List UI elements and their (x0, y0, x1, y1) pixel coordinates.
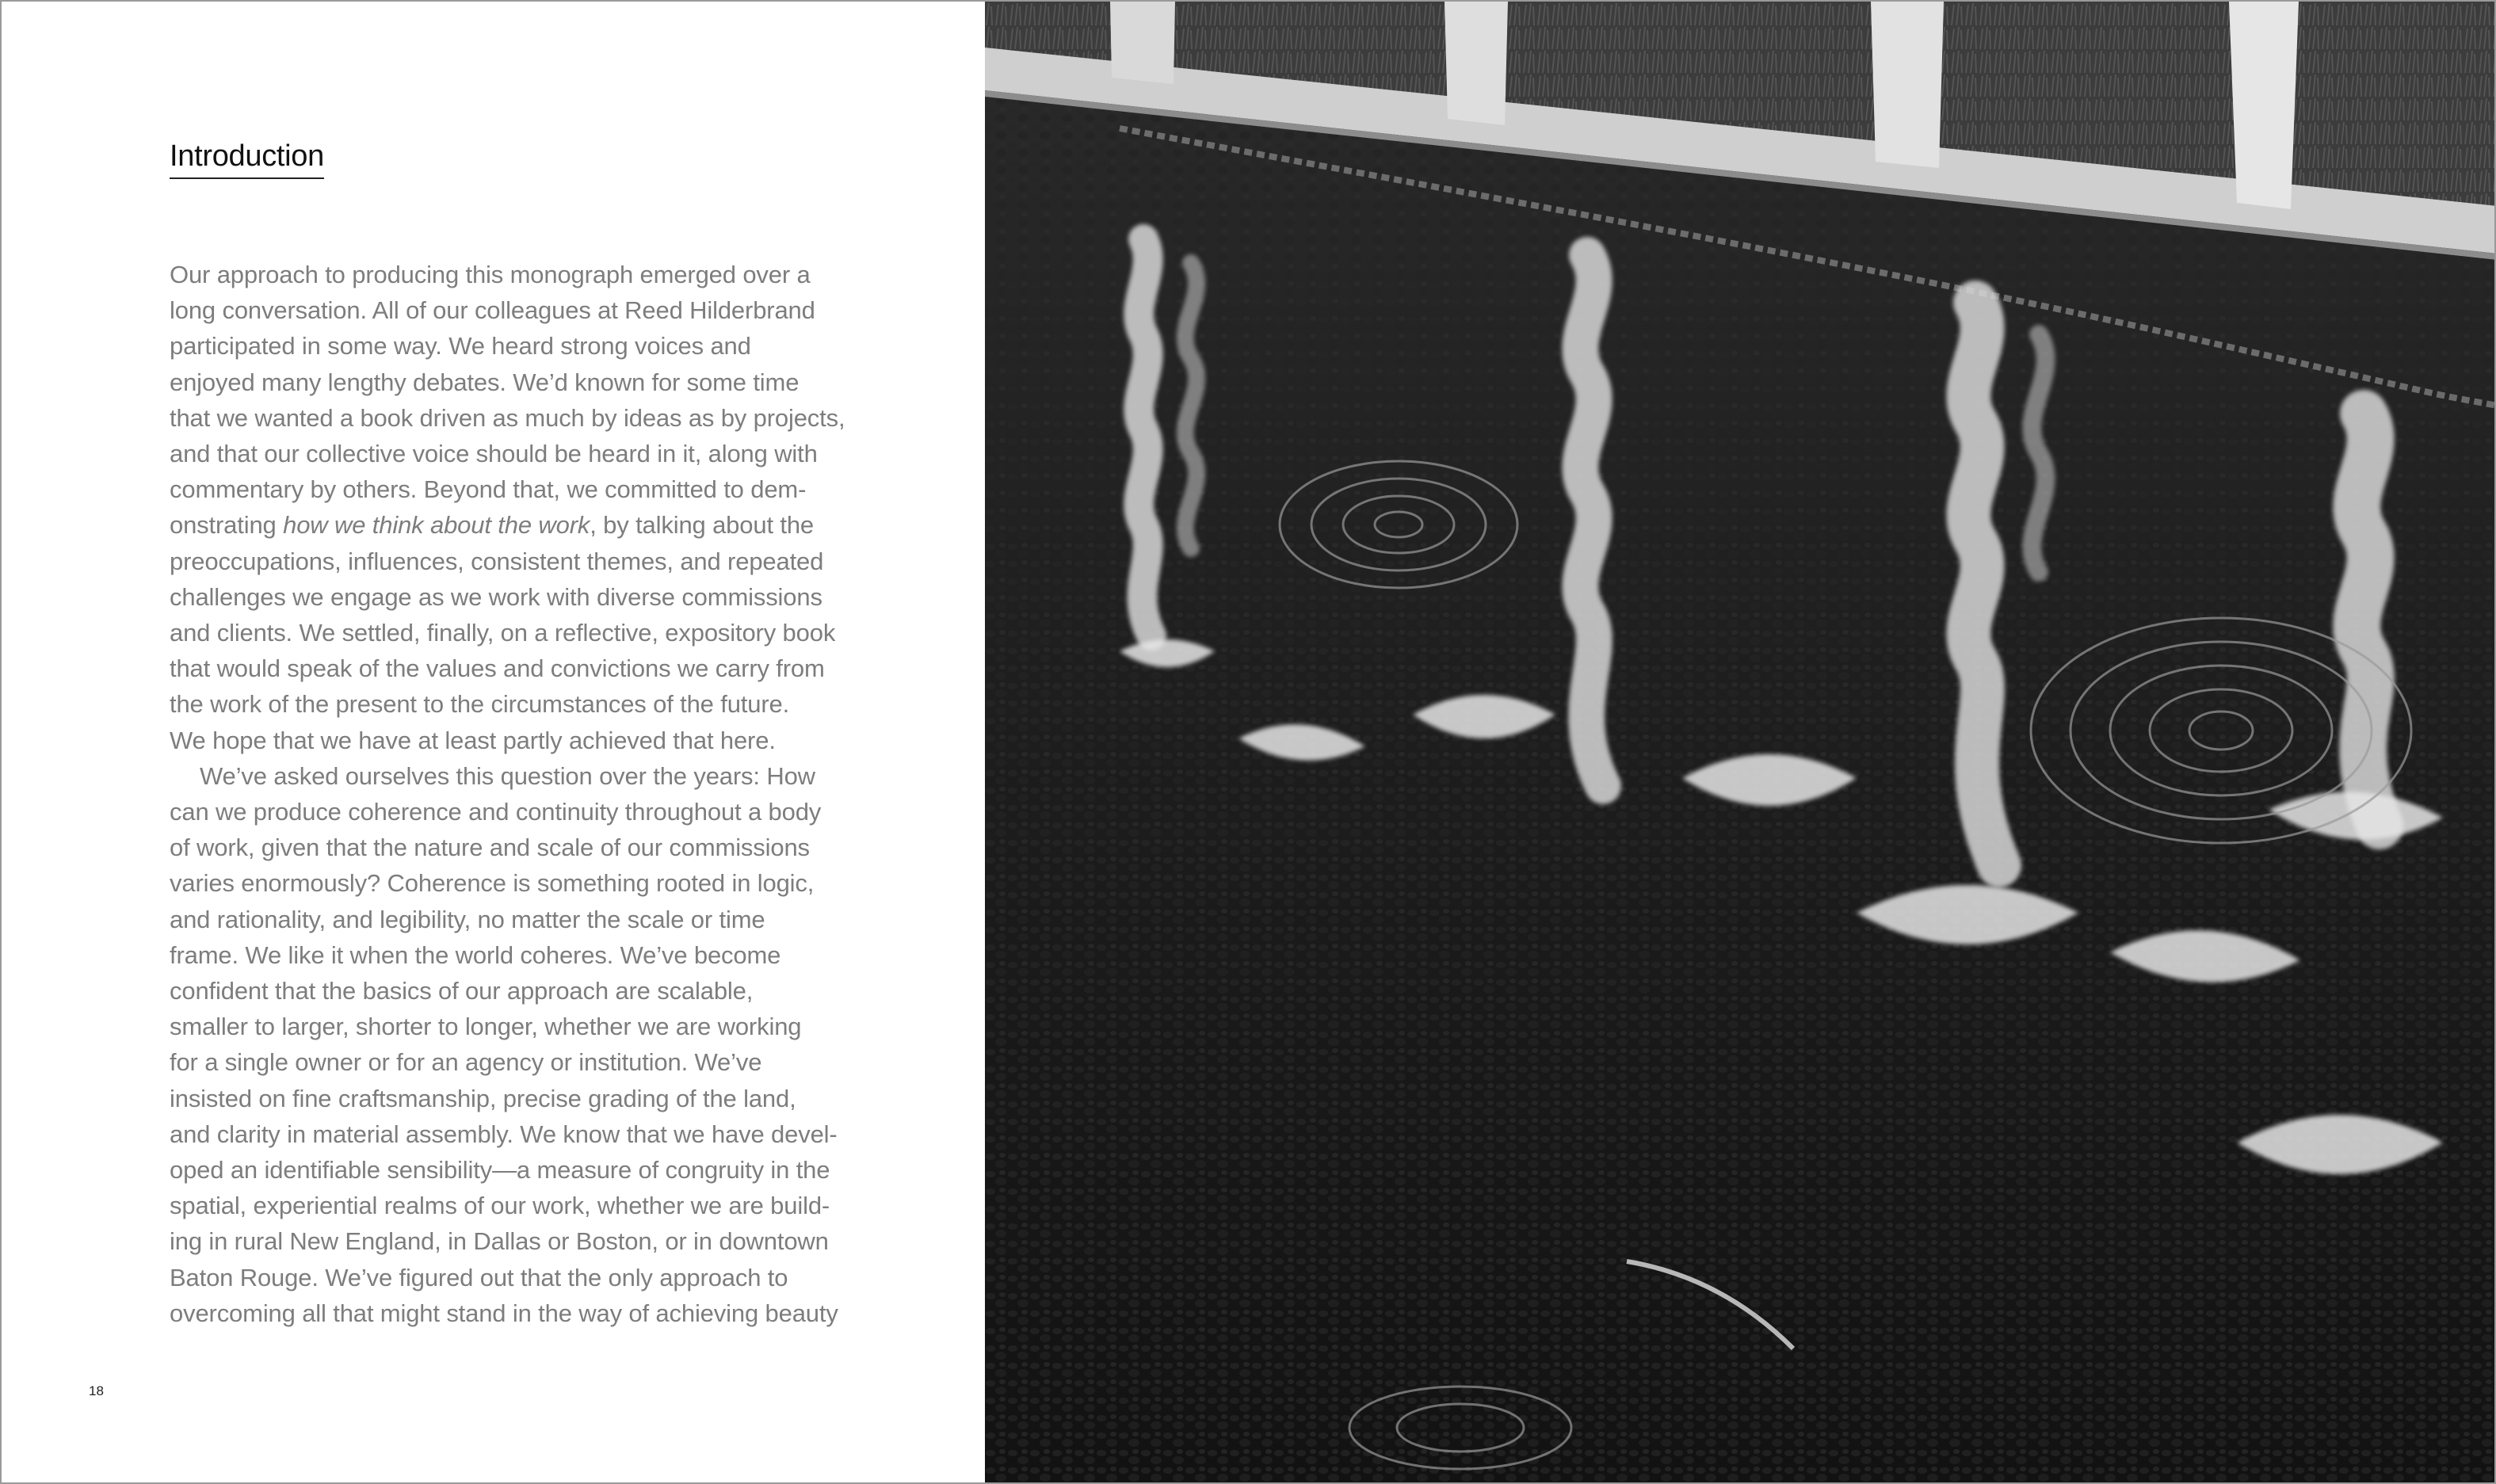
emphasis-text: how we think about the work (283, 511, 590, 540)
text-line: enjoyed many lengthy debates. We’d known for some time (170, 368, 800, 396)
text-line: insisted on fine craftsmanship, precise grading of the land, (170, 1084, 796, 1112)
text-line: We hope that we have at least partly achieved that here. (170, 726, 776, 754)
text-line: for a single owner or for an agency or institution. We’ve (170, 1048, 762, 1077)
photo-illustration (985, 2, 2496, 1484)
text-line: varies enormously? Coherence is something rooted in logic, (170, 869, 815, 898)
section-heading: Introduction (170, 139, 324, 179)
text-line: Our approach to producing this monograph emerged over a (170, 261, 811, 288)
text-line: frame. We like it when the world coheres. We’ve become (170, 940, 781, 969)
text-line: preoccupations, influences, consistent themes, and repeated (170, 547, 824, 575)
water-reflection-photo (985, 2, 2496, 1484)
text-line: and clients. We settled, finally, on a reflective, expository book (170, 619, 836, 647)
text-line: overcoming all that might stand in the way of achieving beauty (170, 1299, 838, 1327)
text-line: and clarity in material assembly. We know that we have devel- (170, 1120, 838, 1148)
body-text (170, 257, 867, 1331)
text-line: smaller to larger, shorter to longer, whether we are working (170, 1013, 802, 1041)
text-line: and that our collective voice should be heard in it, along with (170, 440, 818, 468)
text-run: , by talking about the (590, 511, 815, 540)
text-line: Baton Rouge. We’ve figured out that the only approach to (170, 1263, 788, 1291)
text-line: commentary by others. Beyond that, we committed to dem- (170, 475, 807, 504)
text-line (170, 507, 867, 543)
text-line: that we wanted a book driven as much by ideas as by projects, (170, 403, 845, 432)
text-line: spatial, experiential realms of our work, whether we are build- (170, 1192, 830, 1220)
text-line: We’ve asked ourselves this question over the years: How (200, 761, 815, 790)
page-number: 18 (89, 1383, 104, 1398)
text-line: of work, given that the nature and scale of our commissions (170, 834, 810, 862)
text-line: participated in some way. We heard strong voices and (170, 332, 751, 361)
text-line: ing in rural New England, in Dallas or Boston, or in downtown (170, 1227, 829, 1256)
left-page (2, 2, 985, 1484)
text-line: confident that the basics of our approach are scalable, (170, 977, 754, 1005)
text-line: the work of the present to the circumstances of the future. (170, 690, 790, 719)
text-line: can we produce coherence and continuity throughout a body (170, 798, 822, 826)
text-run: onstrating (170, 511, 284, 540)
text-line: that would speak of the values and convictions we carry from (170, 654, 825, 683)
text-line: long conversation. All of our colleagues at Reed Hilderbrand (170, 296, 815, 325)
text-line: oped an identifiable sensibility—a measure of congruity in the (170, 1156, 830, 1185)
text-line: and rationality, and legibility, no matter the scale or time (170, 905, 765, 933)
text-line: challenges we engage as we work with diverse commissions (170, 582, 822, 611)
